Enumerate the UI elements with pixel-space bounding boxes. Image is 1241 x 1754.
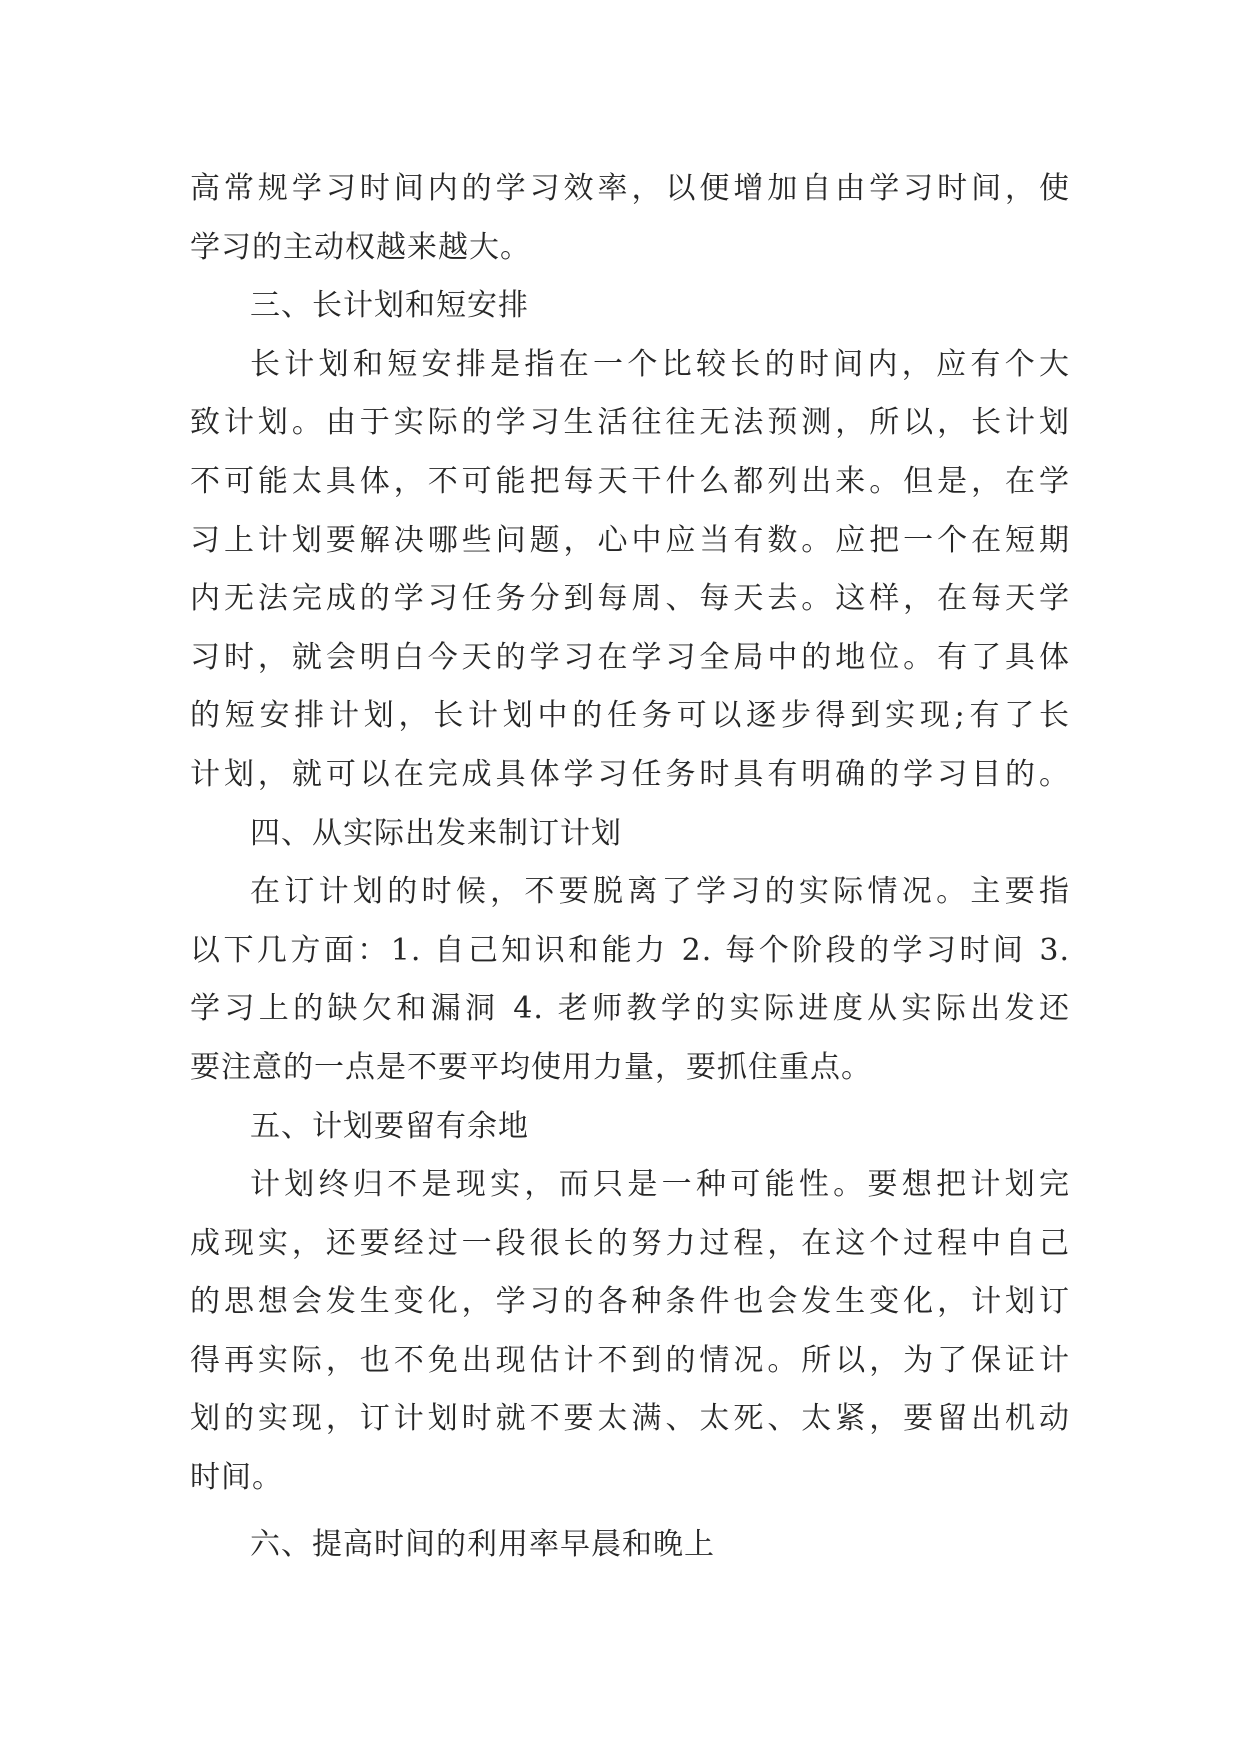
text-line: 成现实，还要经过一段很长的努力过程，在这个过程中自己 [190, 1225, 1070, 1261]
heading-text: 三、长计划和短安排 [250, 288, 529, 324]
text-line: 长计划和短安排是指在一个比较长的时间内，应有个大 [250, 346, 1070, 382]
text-line: 习时，就会明白今天的学习在学习全局中的地位。有了具体 [190, 639, 1070, 675]
text-line: 要注意的一点是不要平均使用力量，要抓住重点。 [190, 1049, 872, 1085]
text-line: 计划终归不是现实，而只是一种可能性。要想把计划完 [250, 1167, 1070, 1203]
section-heading-6 [190, 1516, 1070, 1575]
text-line: 习上计划要解决哪些问题，心中应当有数。应把一个在短期 [190, 522, 1070, 558]
text-line: 高常规学习时间内的学习效率，以便增加自由学习时间，使 [190, 171, 1070, 206]
text-line: 计划，就可以在完成具体学习任务时具有明确的学习目的。 [190, 756, 1070, 792]
section-heading-4 [190, 805, 1070, 864]
text-line: 在订计划的时候，不要脱离了学习的实际情况。主要指 [250, 874, 1070, 910]
heading-text: 六、提高时间的利用率早晨和晚上 [250, 1526, 715, 1562]
paragraph-practical-plan [190, 863, 1070, 1097]
text-line: 以下几方面：1. 自己知识和能力 2. 每个阶段的学习时间 3. [190, 932, 1070, 968]
section-heading-3 [190, 277, 1070, 336]
text-line: 得再实际，也不免出现估计不到的情况。所以，为了保证计 [190, 1342, 1070, 1378]
paragraph-continuation [190, 160, 1070, 277]
text-line: 学习的主动权越来越大。 [190, 229, 531, 265]
heading-text: 五、计划要留有余地 [250, 1108, 529, 1144]
paragraph-leave-room [190, 1156, 1070, 1508]
text-line: 学习上的缺欠和漏洞 4. 老师教学的实际进度从实际出发还 [190, 991, 1070, 1027]
section-heading-5 [190, 1098, 1070, 1157]
text-line: 的思想会发生变化，学习的各种条件也会发生变化，计划订 [190, 1284, 1070, 1320]
heading-text: 四、从实际出发来制订计划 [250, 815, 622, 851]
text-line: 的短安排计划，长计划中的任务可以逐步得到实现;有了长 [190, 698, 1070, 734]
text-line: 时间。 [190, 1460, 283, 1496]
document-body [190, 160, 1070, 1574]
paragraph-long-short-plan [190, 336, 1070, 805]
text-line: 致计划。由于实际的学习生活往往无法预测，所以，长计划 [190, 405, 1070, 441]
text-line: 划的实现，订计划时就不要太满、太死、太紧，要留出机动 [190, 1401, 1070, 1437]
text-line: 内无法完成的学习任务分到每周、每天去。这样，在每天学 [190, 581, 1070, 617]
text-line: 不可能太具体，不可能把每天干什么都列出来。但是，在学 [190, 463, 1070, 499]
